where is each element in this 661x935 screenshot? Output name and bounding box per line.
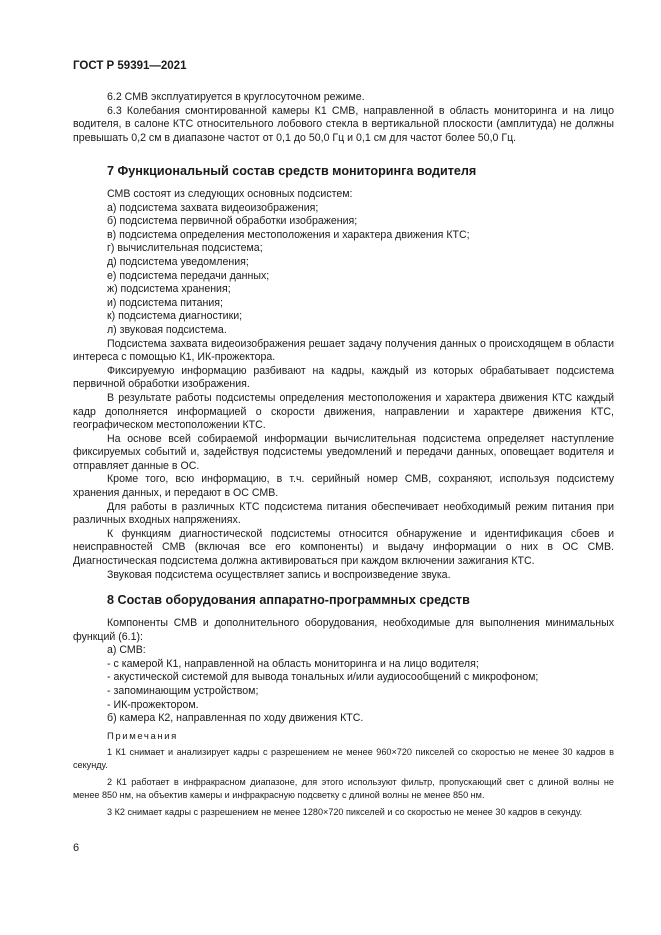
list-item: и) подсистема питания; xyxy=(107,296,223,309)
list-item: а) подсистема захвата видеоизображения; xyxy=(107,201,319,214)
list-item: а) СМВ: xyxy=(107,644,146,657)
paragraph: К функциям диагностической подсистемы относится обнаружение и идентификация сбоев и неисправностей СМВ (включая все его компоненты) и выдачу информации о них в ОС СМВ. Диагностическая подсистема должна активироваться при каждом включении зажигания КТС. xyxy=(73,527,614,568)
section-7 xyxy=(73,163,614,582)
section-8 xyxy=(73,592,614,819)
paragraph: Кроме того, всю информацию, в т.ч. серийный номер СМВ, сохраняют, используя подсистему хранения данных, и передают в ОС СМВ. xyxy=(73,473,614,500)
paragraph-6-3: 6.3 Колебания смонтированной камеры К1 СМВ, направленной в область мониторинга и на лицо водителя, в салоне КТС относительного лобового стекла в вертикальной плоскости (амплитуда) не должны превышать 0,2 см в диапазоне частот от 0,1 до 50,0 Гц и 0,1 см для частот более 50,0 Гц. xyxy=(73,104,614,144)
list-item: ж) подсистема хранения; xyxy=(107,283,231,296)
list-item: л) звуковая подсистема. xyxy=(107,323,227,336)
paragraph: В результате работы подсистемы определения местоположения и характера движения КТС каждый кадр дополняется информацией о скорости движения, направлении и характере движения КТС, географическом местоположении КТС. xyxy=(73,391,614,432)
note: 2 К1 работает в инфракрасном диапазоне, для этого используют фильтр, пропускающий свет с длиной волны не менее 850 нм, на объектив камеры и инфракрасную подсветку с длиной волны не менее 850 нм. xyxy=(73,776,614,800)
list-item: б) камера К2, направленная по ходу движения КТС. xyxy=(107,712,364,725)
list-item: г) вычислительная подсистема; xyxy=(107,242,263,255)
list-item: - ИК-прожектором. xyxy=(107,698,199,711)
section-7-lead: СМВ состоят из следующих основных подсистем: xyxy=(107,188,353,200)
section-8-title: 8 Состав оборудования аппаратно-программных средств xyxy=(107,593,470,607)
note: 1 К1 снимает и анализирует кадры с разрешением не менее 960×720 пикселей со скоростью не менее 30 кадров в секунду. xyxy=(73,746,614,770)
section-7-title: 7 Функциональный состав средств мониторинга водителя xyxy=(107,164,477,178)
paragraph: Подсистема захвата видеоизображения решает задачу получения данных о происходящем в области интереса с помощью К1, ИК-прожектора. xyxy=(73,337,614,364)
paragraph: Звуковая подсистема осуществляет запись и воспроизведение звука. xyxy=(107,568,451,581)
section-8-lead: Компоненты СМВ и дополнительного оборудования, необходимые для выполнения минимальных функций (6.1): xyxy=(73,617,614,643)
paragraph: На основе всей собираемой информации вычислительная подсистема определяет наступление фиксируемых событий и, задействуя подсистемы уведомлений и передачи данных, оповещает водителя и отправляет данные в ОС. xyxy=(73,432,614,472)
page-number: 6 xyxy=(73,842,80,854)
intro-block xyxy=(73,91,614,145)
list-item: - запоминающим устройством; xyxy=(107,684,259,697)
list-item: - акустической системой для вывода тональных и/или аудиосообщений с микрофоном; xyxy=(107,671,539,684)
list-item: б) подсистема первичной обработки изображения; xyxy=(107,215,358,228)
note: 3 К2 снимает кадры с разрешением не менее 1280×720 пикселей и со скоростью не менее 30 кадров в секунду. xyxy=(107,806,583,817)
list-item: - с камерой К1, направленной на область мониторинга и на лицо водителя; xyxy=(107,657,479,670)
notes-title: Примечания xyxy=(107,730,178,742)
list-item: д) подсистема уведомления; xyxy=(107,255,249,268)
paragraph-6-2: 6.2 СМВ эксплуатируется в круглосуточном режиме. xyxy=(107,91,365,103)
list-item: в) подсистема определения местоположения и характера движения КТС; xyxy=(107,228,470,241)
paragraph: Для работы в различных КТС подсистема питания обеспечивает необходимый режим питания при различных входных напряжениях. xyxy=(73,500,614,527)
list-item: е) подсистема передачи данных; xyxy=(107,269,270,282)
list-item: к) подсистема диагностики; xyxy=(107,310,243,323)
standard-header: ГОСТ Р 59391—2021 xyxy=(73,60,187,72)
paragraph: Фиксируемую информацию разбивают на кадры, каждый из которых обрабатывает подсистема первичной обработки изображения. xyxy=(73,364,614,391)
